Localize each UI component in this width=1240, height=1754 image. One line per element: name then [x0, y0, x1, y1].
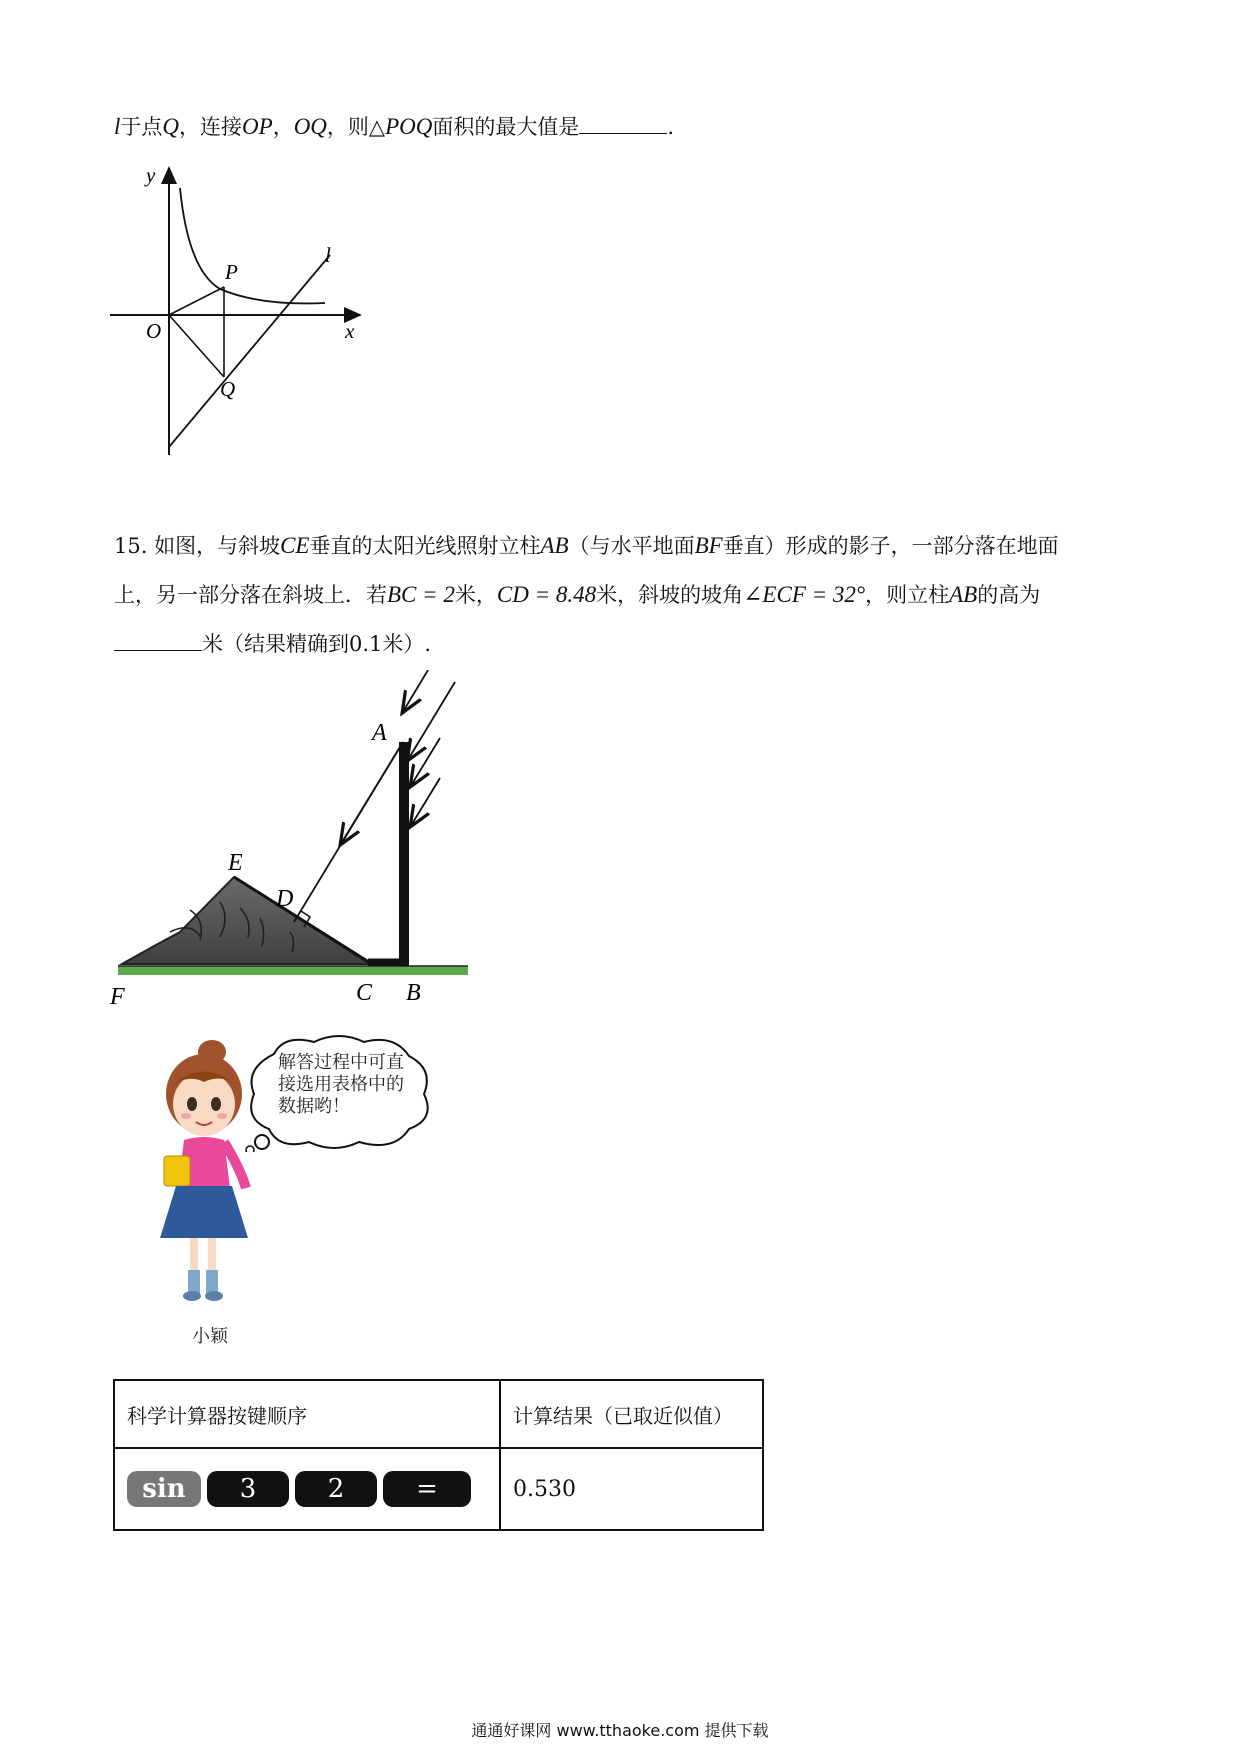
label-q: Q — [220, 377, 236, 401]
var-bf: BF — [694, 533, 723, 558]
coordinate-figure — [110, 160, 370, 460]
pole-ab — [399, 742, 409, 966]
question-continuation — [114, 112, 674, 142]
key-sequence-cell — [114, 1448, 500, 1530]
text: 垂直）形成的影子，一部分落在地面 — [722, 534, 1059, 558]
table-header-result: 计算结果（已取近似值） — [500, 1380, 763, 1448]
bubble-text: 解答过程中可直接选用表格中的数据哟！ — [278, 1052, 404, 1117]
problem-15-line-1 — [114, 531, 1059, 561]
text: ， — [272, 115, 294, 139]
answer-blank — [579, 113, 667, 134]
var-l: l — [114, 114, 121, 139]
label-f: F — [110, 984, 125, 1010]
label-b: B — [406, 980, 421, 1006]
page-footer: 通通好课网 www.tthaoke.com 提供下载 — [471, 1721, 769, 1740]
var-ab: AB — [949, 582, 978, 607]
var-oq: OQ — [293, 114, 327, 139]
text: 米， — [454, 583, 497, 607]
table-header-keys: 科学计算器按键顺序 — [114, 1380, 500, 1448]
text: 面积的最大值是 — [432, 115, 580, 139]
problem-15-line-3 — [114, 629, 431, 659]
expr-bc: BC = 2 — [387, 582, 455, 607]
label-x: x — [345, 319, 355, 343]
key-2: 2 — [295, 1471, 377, 1507]
text: 15. 如图，与斜坡 — [114, 534, 281, 558]
answer-blank — [114, 630, 202, 651]
ray-arrow — [342, 742, 403, 842]
ray-arrow — [409, 682, 455, 758]
text: 的高为 — [977, 583, 1041, 607]
calculator-table — [113, 1379, 764, 1531]
ray-arrow — [404, 670, 428, 710]
key-equals: = — [383, 1471, 471, 1507]
period: . — [667, 115, 675, 139]
var-op: OP — [242, 114, 273, 139]
text: 上，另一部分落在斜坡上．若 — [114, 583, 387, 607]
slope-pole-figure — [110, 670, 480, 1020]
problem-15-line-2 — [114, 580, 1040, 610]
label-a: A — [372, 720, 387, 746]
girl-illustration — [150, 1038, 260, 1318]
label-c: C — [356, 980, 373, 1006]
var-q: Q — [162, 114, 180, 139]
expr-angle: ∠ECF = 32° — [743, 582, 866, 607]
var-ab: AB — [540, 533, 569, 558]
text: 垂直的太阳光线照射立柱 — [309, 534, 541, 558]
ray-arrow — [412, 778, 440, 824]
key-sin: sin — [127, 1471, 201, 1507]
slope-hill — [122, 877, 370, 964]
text: （与水平地面 — [568, 534, 695, 558]
ground-grass — [118, 966, 468, 975]
text: 米（结果精确到0.1米）. — [202, 632, 432, 656]
text: ，则△ — [326, 115, 386, 139]
text: 米，斜坡的坡角 — [596, 583, 744, 607]
key-3: 3 — [207, 1471, 289, 1507]
result-value: 0.530 — [500, 1448, 763, 1530]
label-p: P — [225, 260, 238, 284]
label-l: l — [325, 243, 331, 267]
text: 于点 — [120, 115, 163, 139]
expr-cd: CD = 8.48 — [496, 582, 597, 607]
segment-oq — [169, 315, 224, 377]
label-y: y — [146, 163, 156, 187]
text: ，则立柱 — [865, 583, 950, 607]
label-d: D — [276, 886, 294, 912]
text: ，连接 — [179, 115, 243, 139]
segment-op — [169, 287, 224, 315]
girl-name-label: 小颖 — [192, 1326, 228, 1347]
var-ce: CE — [280, 533, 310, 558]
var-poq: POQ — [385, 114, 433, 139]
label-o: O — [146, 319, 162, 343]
label-e: E — [228, 850, 243, 876]
line-l — [169, 255, 330, 447]
